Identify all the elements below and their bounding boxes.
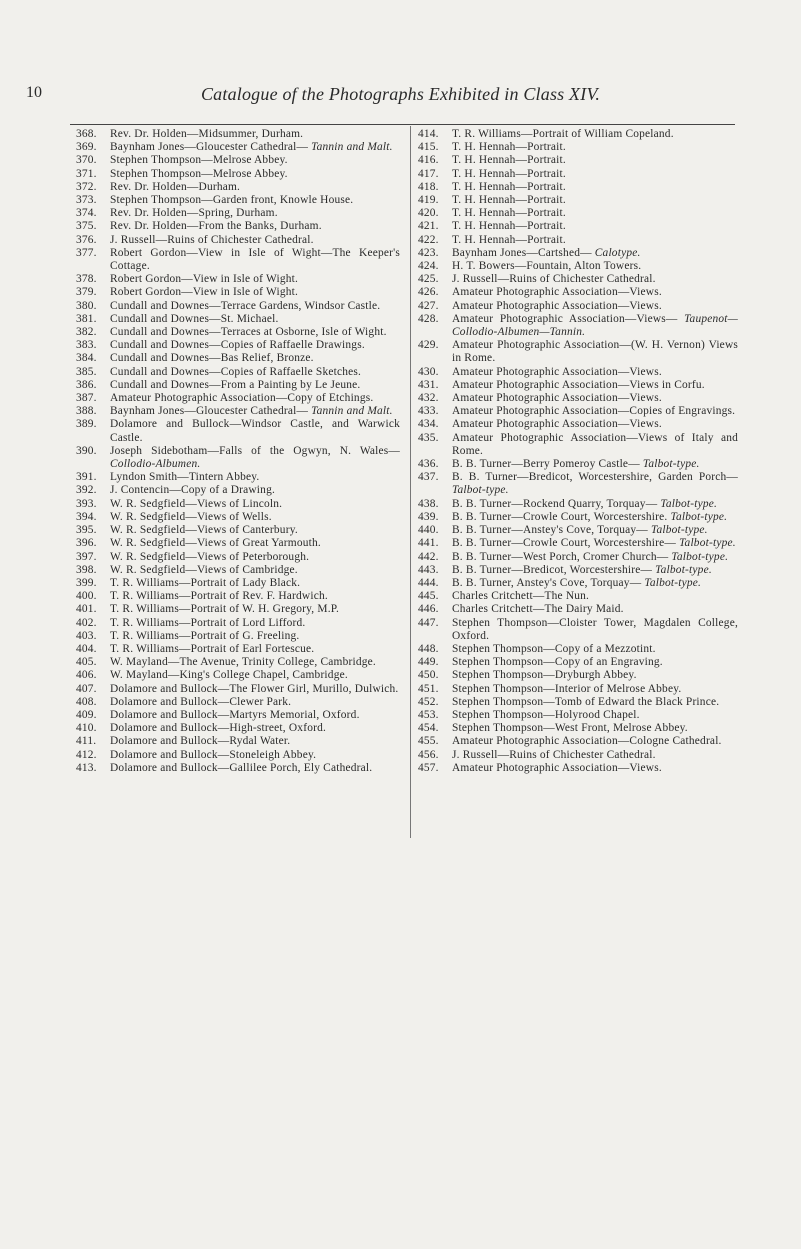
entry-text: Amateur Photographic Association—Views. (452, 365, 662, 378)
entry-number: 388. (76, 405, 97, 418)
catalogue-entry (418, 432, 738, 458)
entry-text: Robert Gordon—View in Isle of Wight. (110, 273, 299, 286)
catalogue-entry (418, 286, 738, 299)
catalogue-entry (76, 286, 400, 299)
catalogue-entry (418, 339, 738, 365)
entry-number: 435. (418, 431, 439, 444)
entry-text: Dolamore and Bullock—Stoneleigh Abbey. (110, 748, 317, 761)
entry-number: 433. (418, 405, 439, 418)
catalogue-entry (418, 128, 738, 141)
entry-text: Stephen Thompson—Tomb of Edward the Black Prince. (452, 695, 720, 708)
catalogue-entry (76, 339, 400, 352)
entry-process: Collodio-Albumen. (110, 458, 201, 471)
catalogue-entry (418, 273, 738, 286)
entry-number: 445. (418, 590, 439, 603)
entry-number: 400. (76, 590, 97, 603)
entry-text: T. R. Williams—Portrait of Lord Lifford. (110, 616, 306, 629)
entry-text: W. R. Sedgfield—Views of Peterborough. (110, 550, 310, 563)
entry-text: Stephen Thompson—Holyrood Chapel. (452, 708, 640, 721)
entry-number: 381. (76, 312, 97, 325)
entry-number: 425. (418, 273, 439, 286)
entry-text: Dolamore and Bullock—Martyrs Memorial, Oxford. (110, 708, 360, 721)
catalogue-entry (418, 418, 738, 431)
entry-text: Baynham Jones—Gloucester Cathedral— (110, 405, 309, 418)
entry-process: Talbot-type. (671, 550, 729, 563)
entry-number: 380. (76, 299, 97, 312)
entry-text: T. H. Hennah—Portrait. (452, 194, 566, 207)
entry-number: 408. (76, 695, 97, 708)
entry-text: H. T. Bowers—Fountain, Alton Towers. (452, 260, 642, 273)
entry-number: 418. (418, 180, 439, 193)
entry-number: 394. (76, 510, 97, 523)
entry-number: 452. (418, 695, 439, 708)
catalogue-entry (76, 696, 400, 709)
entry-text: Amateur Photographic Association—(W. H. Vernon) Views in Rome. (452, 339, 738, 365)
entry-number: 413. (76, 761, 97, 774)
catalogue-entry (76, 617, 400, 630)
entry-number: 392. (76, 484, 97, 497)
catalogue-entry (76, 656, 400, 669)
catalogue-entry (76, 683, 400, 696)
entry-number: 373. (76, 194, 97, 207)
catalogue-entry (418, 168, 738, 181)
entry-text: B. B. Turner—Bredicot, Worcestershire— (452, 563, 653, 576)
entry-number: 438. (418, 497, 439, 510)
entry-text: T. R. Williams—Portrait of G. Freeling. (110, 629, 300, 642)
entry-text: Stephen Thompson—Cloister Tower, Magdalen College, Oxford. (452, 616, 738, 642)
entry-text: B. B. Turner—Crowle Court, Worcestershire. (452, 510, 668, 523)
entry-process: Talbot-type. (452, 484, 509, 497)
entry-number: 387. (76, 392, 97, 405)
column-divider (410, 126, 411, 838)
entry-number: 419. (418, 194, 439, 207)
entry-process: Talbot-type. (644, 576, 702, 589)
entry-number: 396. (76, 537, 97, 550)
entry-text: J. Contencin—Copy of a Drawing. (110, 484, 276, 497)
entry-number: 439. (418, 510, 439, 523)
entry-text: Stephen Thompson—Garden front, Knowle House. (110, 194, 354, 207)
entry-text: B. B. Turner, Anstey's Cove, Torquay— (452, 576, 642, 589)
entry-text: Amateur Photographic Association—Views. (452, 418, 662, 431)
entry-number: 426. (418, 286, 439, 299)
right-column (418, 128, 738, 775)
catalogue-entry (76, 141, 400, 154)
entry-text: Dolamore and Bullock—High-street, Oxford. (110, 722, 327, 735)
entry-text: T. R. Williams—Portrait of Lady Black. (110, 576, 301, 589)
entry-text: B. B. Turner—Crowle Court, Worcestershire— (452, 537, 676, 550)
entry-text: T. R. Williams—Portrait of William Copeland. (452, 128, 674, 140)
entry-number: 377. (76, 246, 97, 259)
entry-number: 434. (418, 418, 439, 431)
entry-text: Charles Critchett—The Dairy Maid. (452, 603, 624, 616)
entry-text: T. H. Hennah—Portrait. (452, 154, 566, 167)
entry-text: W. R. Sedgfield—Views of Wells. (110, 510, 272, 523)
catalogue-entry (418, 234, 738, 247)
entry-text: Amateur Photographic Association—Views. (452, 761, 662, 774)
entry-text: Baynham Jones—Cartshed— (452, 246, 592, 259)
catalogue-entry (76, 392, 400, 405)
entry-text: Stephen Thompson—West Front, Melrose Abbey. (452, 722, 688, 735)
entry-number: 382. (76, 326, 97, 339)
entry-number: 421. (418, 220, 439, 233)
entry-text: Robert Gordon—View in Isle of Wight—The Keeper's Cottage. (110, 246, 400, 273)
entry-number: 397. (76, 550, 97, 563)
catalogue-entry (418, 551, 738, 564)
entry-text: Dolamore and Bullock—Rydal Water. (110, 735, 291, 748)
entry-number: 417. (418, 167, 439, 180)
catalogue-entry (418, 669, 738, 682)
entry-text: T. H. Hennah—Portrait. (452, 141, 566, 154)
catalogue-entry (76, 418, 400, 444)
entry-process: Calotype. (594, 246, 641, 259)
entry-text: B. B. Turner—Berry Pomeroy Castle— (452, 458, 640, 471)
entry-number: 370. (76, 154, 97, 167)
entry-text: T. R. Williams—Portrait of Earl Fortescue. (110, 642, 315, 655)
catalogue-entry (76, 247, 400, 273)
catalogue-entry (76, 194, 400, 207)
entry-number: 403. (76, 629, 97, 642)
entry-number: 372. (76, 180, 97, 193)
entry-number: 406. (76, 669, 97, 682)
catalogue-entry (76, 630, 400, 643)
catalogue-entry (418, 524, 738, 537)
entry-text: B. B. Turner—Rockend Quarry, Torquay— (452, 497, 658, 510)
entry-text: Cundall and Downes—From a Painting by Le Jeune. (110, 378, 361, 391)
entry-text: Dolamore and Bullock—Clewer Park. (110, 695, 292, 708)
entry-number: 456. (418, 748, 439, 761)
entry-number: 375. (76, 220, 97, 233)
entry-number: 450. (418, 669, 439, 682)
catalogue-entry (76, 128, 400, 141)
catalogue-entry (418, 749, 738, 762)
catalogue-entry (76, 669, 400, 682)
entry-text: Lyndon Smith—Tintern Abbey. (110, 471, 260, 484)
catalogue-entry (76, 735, 400, 748)
entry-text: Robert Gordon—View in Isle of Wight. (110, 286, 299, 299)
entry-text: T. R. Williams—Portrait of Rev. F. Hardwich. (110, 590, 328, 603)
entry-number: 448. (418, 642, 439, 655)
entry-number: 431. (418, 378, 439, 391)
catalogue-entry (76, 524, 400, 537)
entry-number: 383. (76, 339, 97, 352)
entry-number: 422. (418, 233, 439, 246)
catalogue-entry (418, 154, 738, 167)
entry-number: 409. (76, 708, 97, 721)
catalogue-entry (418, 207, 738, 220)
entry-text: W. R. Sedgfield—Views of Lincoln. (110, 497, 283, 510)
catalogue-entry (76, 722, 400, 735)
entry-text: Amateur Photographic Association—Views. (452, 299, 662, 312)
entry-number: 411. (76, 735, 97, 748)
entry-number: 424. (418, 260, 439, 273)
entry-text: Rev. Dr. Holden—From the Banks, Durham. (110, 220, 322, 233)
catalogue-entry (418, 603, 738, 616)
catalogue-entry (76, 154, 400, 167)
entry-process: Talbot-type. (679, 537, 736, 550)
entry-process: Tannin and Malt. (311, 405, 393, 418)
entry-number: 414. (418, 128, 439, 140)
entry-text: J. Russell—Ruins of Chichester Cathedral. (452, 273, 656, 286)
catalogue-entry (76, 762, 400, 775)
entry-text: Amateur Photographic Association—Views. (452, 286, 662, 299)
catalogue-entry (76, 168, 400, 181)
entry-text: W. Mayland—The Avenue, Trinity College, Cambridge. (110, 656, 376, 669)
entry-number: 410. (76, 722, 97, 735)
entry-number: 455. (418, 735, 439, 748)
entry-text: Stephen Thompson—Interior of Melrose Abbey. (452, 682, 682, 695)
entry-text: Cundall and Downes—Copies of Raffaelle Sketches. (110, 365, 362, 378)
catalogue-entry (418, 709, 738, 722)
catalogue-entry (418, 405, 738, 418)
entry-text: T. H. Hennah—Portrait. (452, 220, 566, 233)
entry-number: 441. (418, 537, 439, 550)
entry-number: 376. (76, 233, 97, 246)
catalogue-entry (76, 366, 400, 379)
entry-text: Charles Critchett—The Nun. (452, 590, 590, 603)
entry-text: Dolamore and Bullock—The Flower Girl, Murillo, Dulwich. (110, 682, 399, 695)
entry-number: 402. (76, 616, 97, 629)
entry-text: W. Mayland—King's College Chapel, Cambridge. (110, 669, 348, 682)
entry-text: Cundall and Downes—Terraces at Osborne, Isle of Wight. (110, 326, 387, 339)
entry-number: 395. (76, 524, 97, 537)
entry-text: W. R. Sedgfield—Views of Great Yarmouth. (110, 537, 321, 550)
entry-number: 420. (418, 207, 439, 220)
entry-number: 412. (76, 748, 97, 761)
catalogue-entry (76, 220, 400, 233)
catalogue-entry (76, 511, 400, 524)
entry-text: W. R. Sedgfield—Views of Canterbury. (110, 524, 298, 537)
entry-number: 430. (418, 365, 439, 378)
entry-text: J. Russell—Ruins of Chichester Cathedral. (110, 233, 314, 246)
entry-process: Tannin and Malt. (311, 141, 393, 154)
entry-number: 374. (76, 207, 97, 220)
catalogue-entry (418, 220, 738, 233)
entry-number: 399. (76, 576, 97, 589)
entry-number: 379. (76, 286, 97, 299)
entry-process: Talbot-type. (642, 458, 700, 471)
entry-number: 391. (76, 471, 97, 484)
entry-number: 371. (76, 167, 97, 180)
catalogue-entry (76, 273, 400, 286)
catalogue-entry (418, 643, 738, 656)
entry-text: T. R. Williams—Portrait of W. H. Gregory, M.P. (110, 603, 340, 616)
catalogue-entry (76, 352, 400, 365)
catalogue-entry (418, 471, 738, 497)
entry-text: B. B. Turner—Anstey's Cove, Torquay— (452, 524, 648, 537)
entry-text: Rev. Dr. Holden—Durham. (110, 180, 241, 193)
entry-number: 437. (418, 471, 439, 484)
entry-text: T. H. Hennah—Portrait. (452, 233, 566, 246)
entry-number: 453. (418, 708, 439, 721)
catalogue-entry (76, 300, 400, 313)
catalogue-entry (76, 643, 400, 656)
entry-number: 390. (76, 444, 97, 457)
entry-text: T. H. Hennah—Portrait. (452, 180, 566, 193)
entry-text: Cundall and Downes—Copies of Raffaelle Drawings. (110, 339, 365, 352)
catalogue-entry (418, 247, 738, 260)
page-number: 10 (26, 84, 42, 101)
entry-text: Stephen Thompson—Copy of an Engraving. (452, 656, 663, 669)
entry-number: 389. (76, 418, 97, 431)
entry-text: Amateur Photographic Association—Cologne Cathedral. (452, 735, 722, 748)
catalogue-entry (76, 498, 400, 511)
entry-number: 427. (418, 299, 439, 312)
entry-text: T. H. Hennah—Portrait. (452, 167, 566, 180)
catalogue-entry (418, 656, 738, 669)
catalogue-entry (418, 392, 738, 405)
entry-number: 454. (418, 722, 439, 735)
entry-text: Cundall and Downes—Terrace Gardens, Windsor Castle. (110, 299, 381, 312)
entry-text: Cundall and Downes—Bas Relief, Bronze. (110, 352, 314, 365)
entry-text: W. R. Sedgfield—Views of Cambridge. (110, 563, 298, 576)
entry-number: 393. (76, 497, 97, 510)
catalogue-entry (76, 207, 400, 220)
entry-text: Amateur Photographic Association—Copy of Etchings. (110, 392, 374, 405)
entry-text: Dolamore and Bullock—Gallilee Porch, Ely Cathedral. (110, 761, 373, 774)
entry-number: 444. (418, 576, 439, 589)
entry-number: 401. (76, 603, 97, 616)
entry-text: Joseph Sidebotham—Falls of the Ogwyn, N. Wales— (110, 444, 400, 457)
catalogue-entry (418, 194, 738, 207)
left-column (76, 128, 400, 775)
entry-text: Baynham Jones—Gloucester Cathedral— (110, 141, 309, 154)
catalogue-entry (418, 458, 738, 471)
entry-text: Stephen Thompson—Dryburgh Abbey. (452, 669, 637, 682)
catalogue-entry (418, 735, 738, 748)
catalogue-entry (418, 260, 738, 273)
catalogue-entry (418, 590, 738, 603)
entry-number: 432. (418, 392, 439, 405)
entry-number: 386. (76, 378, 97, 391)
entry-text: Amateur Photographic Association—Copies of Engravings. (452, 405, 736, 418)
catalogue-entry (76, 445, 400, 471)
catalogue-entry (418, 617, 738, 643)
catalogue-entry (76, 603, 400, 616)
entry-number: 446. (418, 603, 439, 616)
entry-number: 416. (418, 154, 439, 167)
catalogue-entry (76, 749, 400, 762)
entry-number: 407. (76, 682, 97, 695)
catalogue-entry (76, 471, 400, 484)
entry-number: 385. (76, 365, 97, 378)
entry-text: J. Russell—Ruins of Chichester Cathedral. (452, 748, 656, 761)
catalogue-entry (418, 300, 738, 313)
entry-number: 404. (76, 642, 97, 655)
catalogue-entry (76, 379, 400, 392)
catalogue-entry (76, 326, 400, 339)
entry-text: Amateur Photographic Association—Views— (452, 312, 678, 325)
catalogue-entry (418, 683, 738, 696)
catalogue-entry (418, 537, 738, 550)
entry-number: 447. (418, 616, 439, 629)
catalogue-entry (76, 564, 400, 577)
entry-process: Talbot-type. (655, 563, 712, 576)
entry-text: Cundall and Downes—St. Michael. (110, 312, 279, 325)
entry-process: Talbot-type. (660, 497, 718, 510)
catalogue-entry (418, 313, 738, 339)
entry-number: 428. (418, 312, 439, 325)
entry-process: Taupenot—Collodio-Albumen—Tannin. (452, 312, 738, 339)
entry-number: 369. (76, 141, 97, 154)
entry-number: 415. (418, 141, 439, 154)
page-header (0, 84, 801, 110)
entry-text: Stephen Thompson—Melrose Abbey. (110, 167, 288, 180)
entry-number: 436. (418, 458, 439, 471)
entry-text: Stephen Thompson—Copy of a Mezzotint. (452, 642, 656, 655)
entry-number: 368. (76, 128, 97, 140)
entry-number: 443. (418, 563, 439, 576)
catalogue-entry (418, 564, 738, 577)
catalogue-entry (76, 537, 400, 550)
entry-number: 440. (418, 524, 439, 537)
entry-text: Rev. Dr. Holden—Spring, Durham. (110, 207, 278, 220)
entry-number: 457. (418, 761, 439, 774)
catalogue-entry (418, 498, 738, 511)
entry-text: Amateur Photographic Association—Views in Corfu. (452, 378, 705, 391)
entry-process: Talbot-type. (670, 510, 728, 523)
entry-number: 449. (418, 656, 439, 669)
entry-text: Stephen Thompson—Melrose Abbey. (110, 154, 288, 167)
entry-text: Amateur Photographic Association—Views. (452, 392, 662, 405)
entry-number: 384. (76, 352, 97, 365)
entry-number: 405. (76, 656, 97, 669)
entry-text: B. B. Turner—Bredicot, Worcestershire, Garden Porch— (452, 471, 738, 484)
catalogue-entry (418, 696, 738, 709)
catalogue-entry (76, 405, 400, 418)
catalogue-entry (76, 551, 400, 564)
entry-number: 442. (418, 550, 439, 563)
entry-process: Talbot-type. (650, 524, 708, 537)
entry-text: T. H. Hennah—Portrait. (452, 207, 566, 220)
entry-text: Dolamore and Bullock—Windsor Castle, and Warwick Castle. (110, 418, 400, 444)
catalogue-entry (418, 577, 738, 590)
header-rule (70, 124, 735, 125)
entry-number: 429. (418, 339, 439, 352)
catalogue-entry (418, 141, 738, 154)
catalogue-entry (418, 511, 738, 524)
catalogue-entry (418, 379, 738, 392)
entry-text: B. B. Turner—West Porch, Cromer Church— (452, 550, 669, 563)
catalogue-entry (418, 181, 738, 194)
entry-number: 398. (76, 563, 97, 576)
catalogue-entry (76, 577, 400, 590)
catalogue-entry (76, 709, 400, 722)
catalogue-entry (76, 590, 400, 603)
page-title: Catalogue of the Photographs Exhibited in Class XIV. (200, 84, 601, 104)
catalogue-entry (418, 722, 738, 735)
entry-text: Amateur Photographic Association—Views of Italy and Rome. (452, 431, 738, 457)
catalogue-entry (76, 313, 400, 326)
catalogue-entry (418, 762, 738, 775)
entry-number: 378. (76, 273, 97, 286)
catalogue-entry (418, 366, 738, 379)
entry-number: 451. (418, 682, 439, 695)
catalogue-entry (76, 484, 400, 497)
entry-text: Rev. Dr. Holden—Midsummer, Durham. (110, 128, 304, 140)
catalogue-entry (76, 234, 400, 247)
entry-number: 423. (418, 246, 439, 259)
catalogue-entry (76, 181, 400, 194)
